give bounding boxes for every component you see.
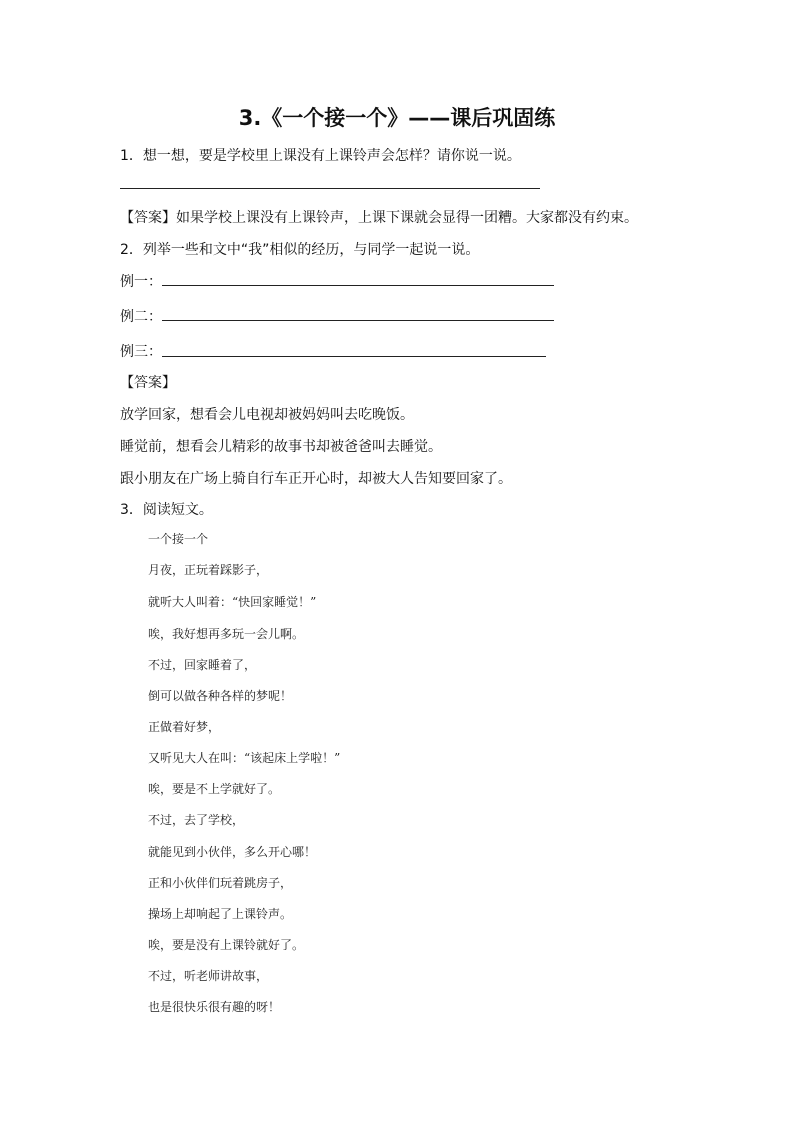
example-1-line[interactable] xyxy=(162,285,554,286)
answer-2-item: 跟小朋友在广场上骑自行车正开心时，却被大人告知要回家了。 xyxy=(120,471,512,487)
poem-line: 操场上却响起了上课铃声。 xyxy=(148,907,293,921)
poem-line: 就听大人叫着：“快回家睡觉！” xyxy=(148,595,317,609)
poem-line: 月夜，正玩着踩影子， xyxy=(148,563,269,577)
poem-line: 唉，我好想再多玩一会儿啊。 xyxy=(148,627,305,641)
answer-1: 【答案】如果学校上课没有上课铃声，上课下课就会显得一团糟。大家都没有约束。 xyxy=(120,210,638,226)
answer-2-item: 睡觉前，想看会儿精彩的故事书却被爸爸叫去睡觉。 xyxy=(120,439,442,455)
poem-line: 不过，去了学校， xyxy=(148,813,245,827)
poem-line: 正和小伙伴们玩着跳房子， xyxy=(148,876,293,890)
poem-line: 也是很快乐很有趣的呀！ xyxy=(148,1000,281,1014)
example-2-line[interactable] xyxy=(162,320,554,321)
page-title: 3.《一个接一个》——课后巩固练 xyxy=(238,106,556,130)
poem-line: 正做着好梦， xyxy=(148,720,221,734)
example-3-label: 例三： xyxy=(120,344,162,360)
poem-line: 唉，要是不上学就好了。 xyxy=(148,782,281,796)
poem-line: 倒可以做各种各样的梦呢！ xyxy=(148,689,293,703)
answer-2-label: 【答案】 xyxy=(120,375,176,391)
example-1-label: 例一： xyxy=(120,274,162,290)
poem-line: 唉，要是没有上课铃就好了。 xyxy=(148,938,305,952)
example-3-line[interactable] xyxy=(162,356,546,357)
answer-line-1[interactable] xyxy=(120,188,540,189)
question-3: 3．阅读短文。 xyxy=(120,502,213,518)
answer-2-item: 放学回家，想看会儿电视却被妈妈叫去吃晚饭。 xyxy=(120,407,414,423)
poem-line: 就能见到小伙伴，多么开心哪！ xyxy=(148,845,317,859)
poem-line: 不过，回家睡着了， xyxy=(148,658,257,672)
poem-title: 一个接一个 xyxy=(148,532,209,546)
example-2-label: 例二： xyxy=(120,309,162,325)
poem-line: 不过，听老师讲故事， xyxy=(148,969,269,983)
question-1: 1．想一想，要是学校里上课没有上课铃声会怎样？请你说一说。 xyxy=(120,148,521,164)
poem-line: 又听见大人在叫：“该起床上学啦！” xyxy=(148,751,341,765)
question-2: 2．列举一些和文中“我”相似的经历，与同学一起说一说。 xyxy=(120,242,480,258)
